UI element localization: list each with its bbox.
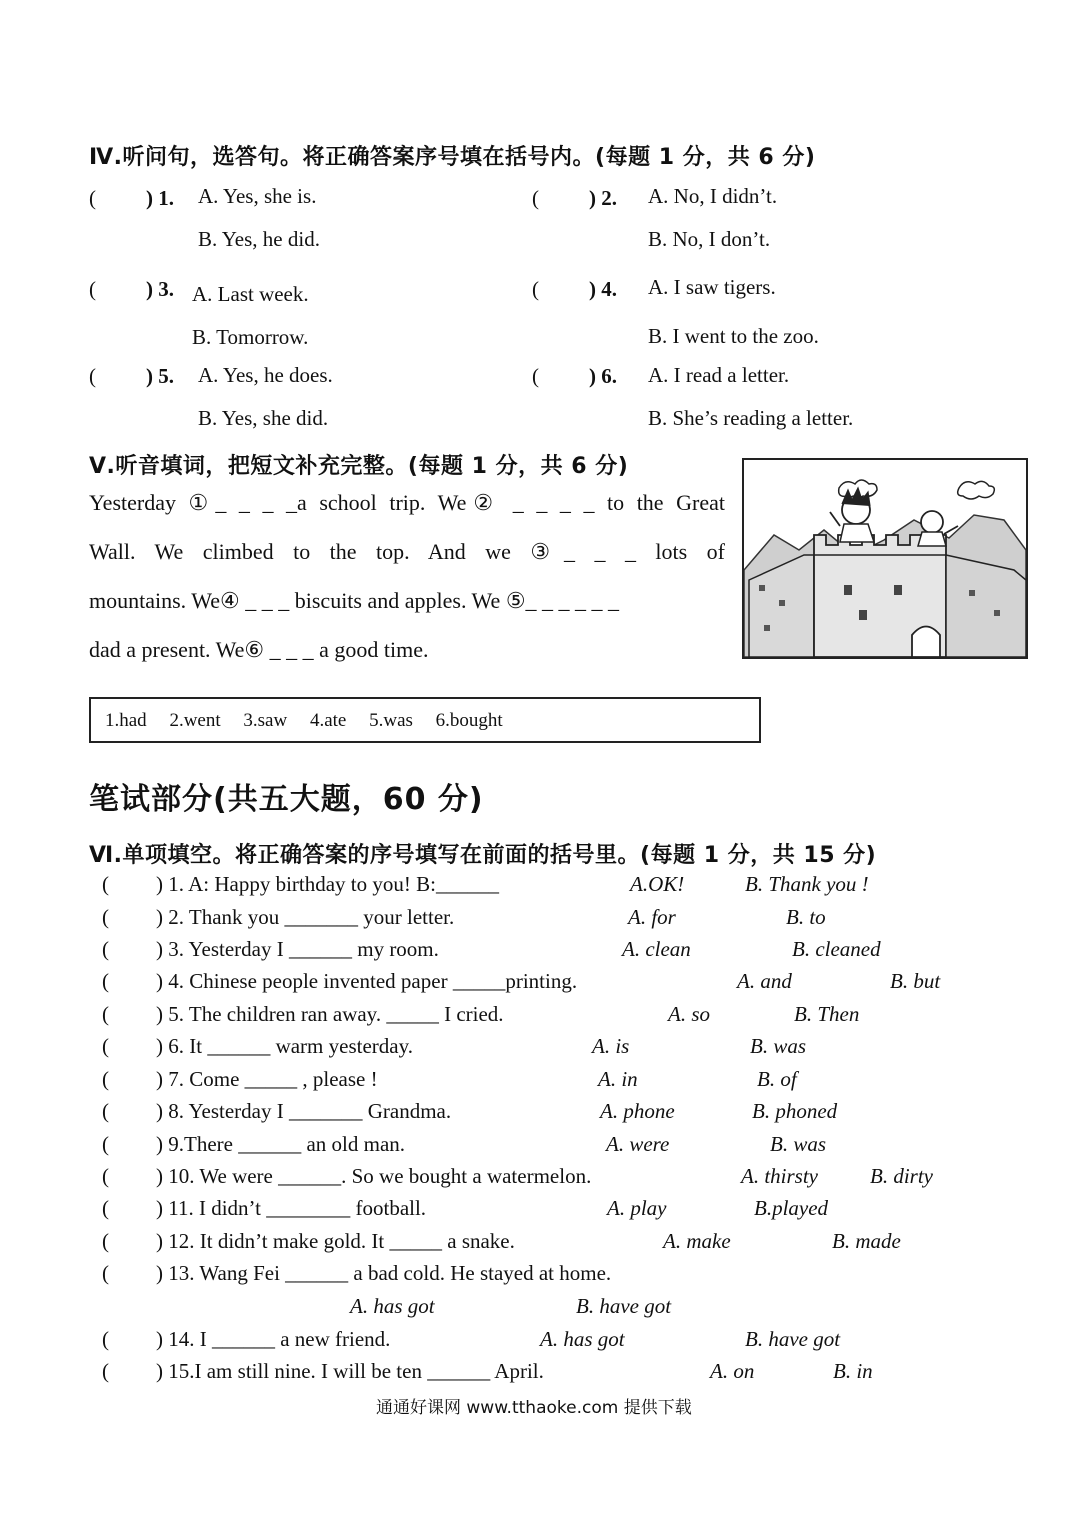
answer-bracket: ( bbox=[102, 969, 109, 993]
option-b: B. have got bbox=[745, 1327, 841, 1351]
word-bank-item: 2.went bbox=[169, 710, 221, 731]
passage-text: dad a present. We⑥ _ _ _ a good time. bbox=[89, 637, 429, 662]
great-wall-drawing bbox=[744, 460, 1026, 657]
option-a: A. No, I didn’t. bbox=[648, 184, 778, 208]
answer-bracket: ( bbox=[102, 1034, 109, 1058]
answer-bracket: ( bbox=[102, 1359, 109, 1383]
answer-bracket: ( bbox=[102, 1229, 109, 1253]
option-b: B. to bbox=[786, 905, 826, 929]
answer-bracket: ( bbox=[102, 872, 109, 896]
question-text: ) 3. Yesterday I ______ my room. bbox=[156, 937, 439, 961]
option-b: B.played bbox=[754, 1196, 829, 1220]
question-number: ) 2. bbox=[589, 186, 617, 210]
answer-bracket: ( bbox=[102, 1261, 109, 1285]
question-text: ) 2. Thank you _______ your letter. bbox=[156, 905, 455, 929]
question-text: ) 13. Wang Fei ______ a bad cold. He stayed at home. bbox=[156, 1261, 612, 1285]
passage-text: Wall. We climbed to the top. And we ③_ _ _ lots of bbox=[89, 539, 725, 564]
question-text: ) 9.There ______ an old man. bbox=[156, 1132, 406, 1156]
great-wall-illustration bbox=[742, 458, 1028, 659]
option-b: B. phoned bbox=[752, 1099, 838, 1123]
option-b: B. cleaned bbox=[792, 937, 881, 961]
passage-line bbox=[89, 588, 725, 614]
answer-bracket: ( bbox=[102, 905, 109, 929]
question-number: ) 3. bbox=[146, 277, 174, 301]
option-b: B. Yes, he did. bbox=[198, 227, 320, 251]
option-a: A. for bbox=[628, 905, 676, 929]
option-b: B. dirty bbox=[870, 1164, 933, 1188]
passage-line bbox=[89, 490, 725, 516]
option-a: A.OK! bbox=[630, 872, 685, 896]
option-b: B. Then bbox=[794, 1002, 860, 1026]
answer-bracket: ( bbox=[102, 1196, 109, 1220]
answer-bracket: ( bbox=[102, 1002, 109, 1026]
option-b: B. have got bbox=[576, 1294, 672, 1318]
word-bank-item: 4.ate bbox=[309, 710, 347, 731]
question-text: ) 10. We were ______. So we bought a watermelon. bbox=[156, 1164, 592, 1188]
written-part-title: 笔试部分(共五大题，60 分) bbox=[89, 782, 484, 817]
passage-text: mountains. We④ _ _ _ biscuits and apples. We ⑤_ _ _ _ _ _ bbox=[89, 588, 620, 613]
question-text: ) 6. It ______ warm yesterday. bbox=[156, 1034, 413, 1058]
option-b: B. No, I don’t. bbox=[648, 227, 771, 251]
question-text: ) 12. It didn’t make gold. It _____ a snake. bbox=[156, 1229, 515, 1253]
option-b: B. She’s reading a letter. bbox=[648, 406, 854, 430]
option-a: A. Yes, she is. bbox=[198, 184, 317, 208]
option-a: A. is bbox=[592, 1034, 630, 1058]
answer-bracket: ( bbox=[102, 1164, 109, 1188]
answer-bracket: ( bbox=[532, 364, 539, 388]
option-a: A. clean bbox=[622, 937, 691, 961]
question-text: ) 1. A: Happy birthday to you! B:______ bbox=[156, 872, 499, 896]
question-text: ) 11. I didn’t ________ football. bbox=[156, 1196, 427, 1220]
option-a: A. has got bbox=[540, 1327, 625, 1351]
section-6-title: Ⅵ.单项填空。将正确答案的序号填写在前面的括号里。(每题 1 分，共 15 分) bbox=[89, 843, 877, 868]
option-a: A. so bbox=[668, 1002, 710, 1026]
answer-bracket: ( bbox=[102, 1327, 109, 1351]
answer-bracket: ( bbox=[89, 277, 96, 301]
passage-text: Yesterday ①_ _ _ _a school trip. We② _ _ _ _ to the Great bbox=[89, 490, 725, 515]
option-a: A. Last week. bbox=[192, 282, 309, 306]
answer-bracket: ( bbox=[532, 277, 539, 301]
word-bank-item: 5.was bbox=[369, 710, 413, 731]
option-a: A. has got bbox=[350, 1294, 435, 1318]
option-a: A. on bbox=[710, 1359, 755, 1383]
word-bank-item: 1.had bbox=[105, 710, 147, 731]
word-bank-item: 3.saw bbox=[243, 710, 288, 731]
answer-bracket: ( bbox=[102, 1099, 109, 1123]
option-b: B. was bbox=[750, 1034, 807, 1058]
answer-bracket: ( bbox=[532, 186, 539, 210]
passage-line bbox=[89, 637, 429, 663]
question-text: ) 14. I ______ a new friend. bbox=[156, 1327, 391, 1351]
option-a: A. I read a letter. bbox=[648, 363, 790, 387]
option-b: B. Tomorrow. bbox=[192, 325, 309, 349]
option-b: B. was bbox=[770, 1132, 827, 1156]
option-a: A. phone bbox=[600, 1099, 675, 1123]
word-bank-item: 6.bought bbox=[435, 710, 503, 731]
passage-line bbox=[89, 539, 725, 565]
option-a: A. Yes, he does. bbox=[198, 363, 333, 387]
option-a: A. I saw tigers. bbox=[648, 275, 776, 299]
section-5-title: Ⅴ.听音填词，把短文补充完整。(每题 1 分，共 6 分) bbox=[89, 454, 629, 479]
option-b: B. but bbox=[890, 969, 941, 993]
question-text: ) 4. Chinese people invented paper _____printing. bbox=[156, 969, 578, 993]
option-a: A. were bbox=[606, 1132, 670, 1156]
answer-bracket: ( bbox=[102, 937, 109, 961]
question-text: ) 7. Come _____ , please ! bbox=[156, 1067, 378, 1091]
option-b: B. in bbox=[833, 1359, 873, 1383]
question-number: ) 6. bbox=[589, 364, 617, 388]
question-number: ) 1. bbox=[146, 186, 174, 210]
option-b: B. of bbox=[757, 1067, 797, 1091]
word-bank bbox=[89, 697, 761, 743]
answer-bracket: ( bbox=[102, 1067, 109, 1091]
option-b: B. Thank you ! bbox=[745, 872, 869, 896]
question-text: ) 5. The children ran away. _____ I cried. bbox=[156, 1002, 504, 1026]
question-text: ) 8. Yesterday I _______ Grandma. bbox=[156, 1099, 452, 1123]
option-a: A. and bbox=[737, 969, 792, 993]
answer-bracket: ( bbox=[89, 186, 96, 210]
option-a: A. play bbox=[607, 1196, 667, 1220]
option-b: B. made bbox=[832, 1229, 901, 1253]
footer-credit: 通通好课网 www.tthaoke.com 提供下载 bbox=[376, 1398, 692, 1418]
option-a: A. make bbox=[663, 1229, 731, 1253]
option-a: A. in bbox=[598, 1067, 638, 1091]
option-a: A. thirsty bbox=[741, 1164, 818, 1188]
question-number: ) 5. bbox=[146, 364, 174, 388]
section-4-title: Ⅳ.听问句，选答句。将正确答案序号填在括号内。(每题 1 分，共 6 分) bbox=[89, 145, 816, 170]
answer-bracket: ( bbox=[102, 1132, 109, 1156]
question-number: ) 4. bbox=[589, 277, 617, 301]
option-b: B. Yes, she did. bbox=[198, 406, 329, 430]
answer-bracket: ( bbox=[89, 364, 96, 388]
option-b: B. I went to the zoo. bbox=[648, 324, 819, 348]
question-text: ) 15.I am still nine. I will be ten ______ April. bbox=[156, 1359, 544, 1383]
